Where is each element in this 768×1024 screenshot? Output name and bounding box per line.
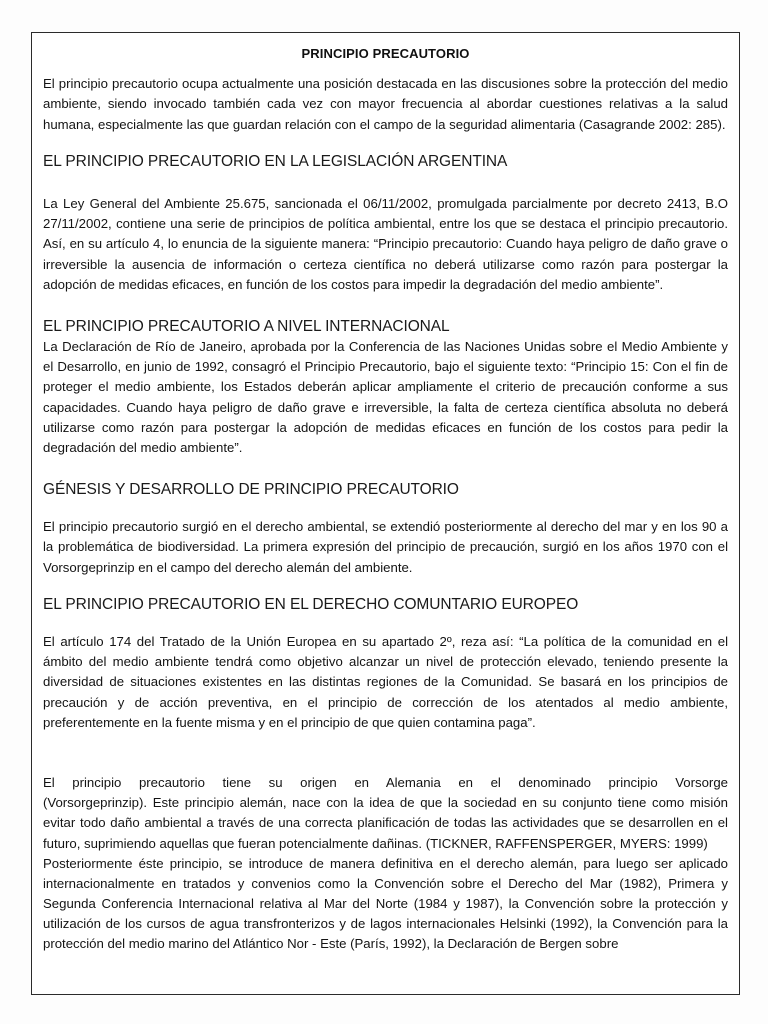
spacer xyxy=(43,578,728,595)
spacer xyxy=(43,500,728,517)
page-title: PRINCIPIO PRECAUTORIO xyxy=(301,46,470,61)
intro-paragraph: El principio precautorio ocupa actualmente una posición destacada en las discusiones sobre la protección del medio ambiente, siendo invocado también cada vez con mayor frecuencia al abordar cuestiones relativas a la salud humana, especialmente las que guardan relación con el campo de la seguridad alimentaria (Casagrande 2002: 285). xyxy=(43,76,728,132)
origin-paragraph xyxy=(43,773,728,854)
origin-paragraph-rest: (Vorsorgeprinzip). Este principio alemán, nace con la idea de que la sociedad en su conjunto tiene como misión evitar todo daño ambiental a través de una correcta planificación de todas las actividades que se desarrollen en el futuro, suprimiendo aquellas que fueran potencialmente dañinas. (TICKNER, RAFFENSPERGER, MYERS: 1999) xyxy=(43,795,728,851)
section-heading-legislacion-argentina: EL PRINCIPIO PRECAUTORIO EN LA LEGISLACIÓN ARGENTINA xyxy=(43,152,508,170)
section-heading-nivel-internacional: EL PRINCIPIO PRECAUTORIO A NIVEL INTERNACIONAL xyxy=(43,317,450,335)
spacer xyxy=(43,135,728,152)
section-paragraph-derecho-comuntario-europeo: El artículo 174 del Tratado de la Unión Europea en su apartado 2º, reza así: “La política de la comunidad en el ámbito del medio ambiente tendrá como objetivo alcanzar un nivel de protección elevado, teniendo presente la diversidad de situaciones existentes en las distintas regiones de la Comunidad. Se basará en los principios de precaución y de acción preventiva, en el principio de corrección de los atentados al medio ambiente, preferentemente en la fuente misma y en el principio de que quien contamina paga”. xyxy=(43,634,728,730)
spacer xyxy=(43,733,728,773)
document-page xyxy=(31,32,740,995)
section-paragraph-genesis-desarrollo: El principio precautorio surgió en el derecho ambiental, se extendió posteriormente al derecho del mar y en los 90 a la problemática de biodiversidad. La primera expresión del principio de precaución, surgió en los años 1970 con el Vorsorgeprinzip en el campo del derecho alemán del ambiente. xyxy=(43,519,728,575)
section-heading-genesis-desarrollo: GÉNESIS Y DESARROLLO DE PRINCIPIO PRECAUTORIO xyxy=(43,481,459,499)
section-heading-derecho-comuntario-europeo: EL PRINCIPIO PRECAUTORIO EN EL DERECHO COMUNTARIO EUROPEO xyxy=(43,595,579,613)
spacer xyxy=(43,458,728,480)
section-paragraph-nivel-internacional: La Declaración de Río de Janeiro, aprobada por la Conferencia de las Naciones Unidas sobre el Medio Ambiente y el Desarrollo, en junio de 1992, consagró el Principio Precautorio, bajo el siguiente texto: “Principio 15: Con el fin de proteger el medio ambiente, los Estados deberán aplicar ampliamente el criterio de precaución conforme a sus capacidades. Cuando haya peligro de daño grave e irreversible, la falta de certeza científica absoluta no deberá utilizarse como razón para postergar la adopción de medidas eficaces en función de los costos para pedir la degradación del medio ambiente”. xyxy=(43,339,728,455)
section-paragraph-legislacion-argentina: La Ley General del Ambiente 25.675, sancionada el 06/11/2002, promulgada parcialmente por decreto 2413, B.O 27/11/2002, contiene una serie de principios de política ambiental, entre los que se destaca el principio precautorio. Así, en su artículo 4, lo enuncia de la siguiente manera: “Principio precautorio: Cuando haya peligro de daño grave o irreversible la ausencia de información o certeza científica no deberá utilizarse como razón para postergar la adopción de medidas eficaces, en función de los costos para impedir la degradación del medio ambiente”. xyxy=(43,195,728,292)
spacer xyxy=(43,295,728,317)
origin-paragraph-lead-line: El principio precautorio tiene su origen en Alemania en el denominado principio Vorsorge xyxy=(43,774,728,790)
spacer xyxy=(43,615,728,632)
spacer xyxy=(43,172,728,194)
treaties-paragraph: Posteriormente éste principio, se introduce de manera definitiva en el derecho alemán, para luego ser aplicado internacionalmente en tratados y convenios como la Convención sobre el Derecho del Mar (1982), Primera y Segunda Conferencia Internacional relativa al Mar del Norte (1984 y 1987), la Convención sobre la protección y utilización de los cursos de agua transfronterizos y de lagos internacionales Helsinki (1992), la Convención para la protección del medio marino del Atlántico Nor - Este (París, 1992), la Declaración de Bergen sobre xyxy=(43,855,728,952)
